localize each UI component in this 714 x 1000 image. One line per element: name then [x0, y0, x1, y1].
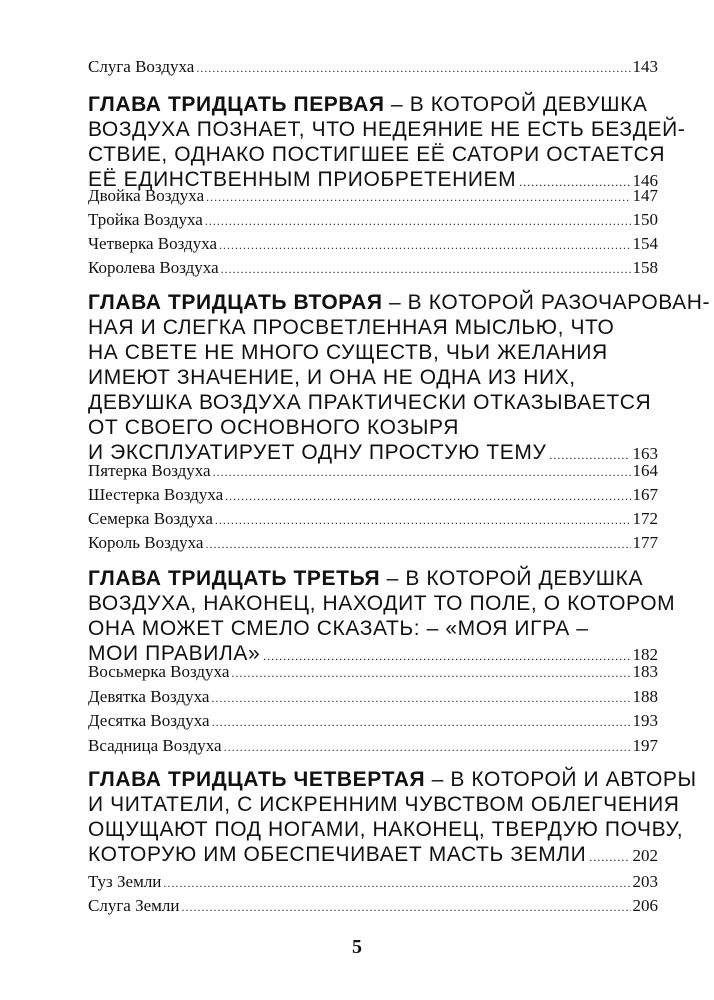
- chapter-text-line: ВОЗДУХА ПОЗНАЕТ, ЧТО НЕДЕЯНИЕ НЕ ЕСТЬ БЕЗДЕЙ-: [88, 118, 686, 141]
- toc-entry: [88, 507, 658, 532]
- chapter-text-line: – В КОТОРОЙ И АВТОРЫ: [425, 768, 697, 791]
- chapter-text-line: НАЯ И СЛЕГКА ПРОСВЕТЛЕННАЯ МЫСЛЬЮ, ЧТО: [88, 316, 615, 339]
- toc-entry-title: Тройка Воздуха: [88, 210, 203, 229]
- chapter-text-line: КОТОРУЮ ИМ ОБЕСПЕЧИВАЕТ МАСТЬ ЗЕМЛИ: [88, 843, 587, 866]
- leader-dots: [225, 485, 630, 508]
- chapter-page: 202: [632, 846, 658, 865]
- toc-entry-page: 164: [632, 461, 658, 480]
- toc-entry-title: Двойка Воздуха: [88, 186, 205, 205]
- toc-entry-title: Пятерка Воздуха: [88, 461, 211, 480]
- toc-entry-title: Четверка Воздуха: [88, 234, 218, 253]
- toc-entry: [88, 531, 658, 556]
- toc-entry: [88, 184, 658, 209]
- chapter-33-heading: [88, 566, 676, 666]
- toc-entry-title: Всадница Воздуха: [88, 736, 222, 755]
- chapter-text-line: И ЭКСПЛУАТИРУЕТ ОДНУ ПРОСТУЮ ТЕМУ: [88, 441, 547, 464]
- toc-entry-page: 143: [632, 57, 658, 76]
- toc-entry-title: Шестерка Воздуха: [88, 485, 224, 504]
- chapter-text-line: – В КОТОРОЙ ДЕВУШКА: [384, 93, 648, 116]
- leader-dots: [213, 461, 631, 484]
- leader-dots: [182, 896, 631, 919]
- chapter-text-line: И ЧИТАТЕЛИ, С ИСКРЕННИМ ЧУВСТВОМ ОБЛЕГЧЕНИЯ: [88, 793, 680, 816]
- leader-dots: [224, 736, 631, 759]
- toc-entry-page: 206: [632, 896, 658, 915]
- toc-entry: [88, 870, 658, 895]
- toc-entry: [88, 256, 658, 281]
- toc-entry-title: Семерка Воздуха: [88, 509, 213, 528]
- toc-entry-page: 154: [632, 234, 658, 253]
- toc-entry: [88, 685, 658, 710]
- chapter-text-line: ДЕВУШКА ВОЗДУХА ПРАКТИЧЕСКИ ОТКАЗЫВАЕТСЯ: [88, 391, 652, 414]
- chapter-text-line: ВОЗДУХА, НАКОНЕЦ, НАХОДИТ ТО ПОЛЕ, О КОТОРОМ: [88, 592, 676, 615]
- chapter-page: 146: [632, 171, 658, 190]
- chapter-text-line: – В КОТОРОЙ ДЕВУШКА: [380, 567, 644, 590]
- toc-entry-page: 177: [632, 533, 658, 552]
- toc-entry: [88, 483, 658, 508]
- chapter-31-heading: [88, 92, 686, 192]
- toc-entry-title: Королева Воздуха: [88, 258, 219, 277]
- toc-entry-title: Десятка Воздуха: [88, 711, 210, 730]
- toc-entry-page: 188: [632, 687, 658, 706]
- toc-entry-title: Восьмерка Воздуха: [88, 662, 230, 681]
- toc-entry: [88, 459, 658, 484]
- chapter-text-line: ОЩУЩАЮТ ПОД НОГАМИ, НАКОНЕЦ, ТВЕРДУЮ ПОЧВУ,: [88, 818, 684, 841]
- toc-entry-page: 172: [632, 509, 658, 528]
- leader-dots: [211, 687, 630, 710]
- toc-entry-page: 193: [632, 711, 658, 730]
- chapter-page: 182: [632, 645, 658, 664]
- toc-entry-title: Туз Земли: [88, 872, 162, 891]
- leader-dots: [205, 533, 630, 556]
- toc-entry: [88, 894, 658, 919]
- leader-dots: [215, 509, 631, 532]
- chapter-title: ГЛАВА ТРИДЦАТЬ ВТОРАЯ: [88, 291, 383, 314]
- toc-entry: [88, 734, 658, 759]
- chapter-title: ГЛАВА ТРИДЦАТЬ ПЕРВАЯ: [88, 93, 385, 116]
- chapter-title: ГЛАВА ТРИДЦАТЬ ТРЕТЬЯ: [88, 567, 381, 590]
- leader-dots: [196, 57, 630, 80]
- toc-entry-title: Слуга Земли: [88, 896, 180, 915]
- leader-dots: [205, 210, 631, 233]
- leader-dots: [163, 872, 630, 895]
- toc-entry-page: 150: [632, 210, 658, 229]
- leader-dots: [206, 186, 630, 209]
- chapter-text-line: МОИ ПРАВИЛА»: [88, 642, 261, 665]
- toc-entry-title: Король Воздуха: [88, 533, 204, 552]
- chapter-page: 163: [632, 444, 658, 463]
- toc-entry: [88, 208, 658, 233]
- leader-dots: [589, 850, 629, 865]
- chapter-text-line: СТВИЕ, ОДНАКО ПОСТИГШЕЕ ЕЁ САТОРИ ОСТАЕТСЯ: [88, 143, 666, 166]
- chapter-34-heading: [88, 767, 697, 867]
- toc-entry-title: Слуга Воздуха: [88, 57, 195, 76]
- toc-entry-page: 183: [632, 662, 658, 681]
- toc-entry-page: 147: [632, 186, 658, 205]
- toc-entry-page: 203: [632, 872, 658, 891]
- toc-entry: [88, 709, 658, 734]
- toc-entry-page: 158: [632, 258, 658, 277]
- toc-entry: [88, 660, 658, 685]
- chapter-text-line: НА СВЕТЕ НЕ МНОГО СУЩЕСТВ, ЧЬИ ЖЕЛАНИЯ: [88, 341, 608, 364]
- toc-entry: [88, 55, 658, 80]
- leader-dots: [212, 711, 631, 734]
- leader-dots: [231, 662, 630, 685]
- chapter-text-line: ЕЁ ЕДИНСТВЕННЫМ ПРИОБРЕТЕНИЕМ: [88, 168, 517, 191]
- chapter-text-line: ОТ СВОЕГО ОСНОВНОГО КОЗЫРЯ: [88, 416, 459, 439]
- chapter-title: ГЛАВА ТРИДЦАТЬ ЧЕТВЕРТАЯ: [88, 768, 426, 791]
- leader-dots: [221, 258, 631, 281]
- chapter-32-heading: [88, 290, 711, 465]
- leader-dots: [219, 234, 630, 257]
- toc-entry-page: 197: [632, 736, 658, 755]
- toc-entry-title: Девятка Воздуха: [88, 687, 210, 706]
- chapter-text-line: ОНА МОЖЕТ СМЕЛО СКАЗАТЬ: – «МОЯ ИГРА –: [88, 617, 589, 640]
- chapter-text-line: – В КОТОРОЙ РАЗОЧАРОВАН-: [382, 291, 711, 314]
- toc-entry-page: 167: [632, 485, 658, 504]
- chapter-text-line: ИМЕЮТ ЗНАЧЕНИЕ, И ОНА НЕ ОДНА ИЗ НИХ,: [88, 366, 576, 389]
- toc-entry: [88, 232, 658, 257]
- page-number: 5: [352, 936, 362, 958]
